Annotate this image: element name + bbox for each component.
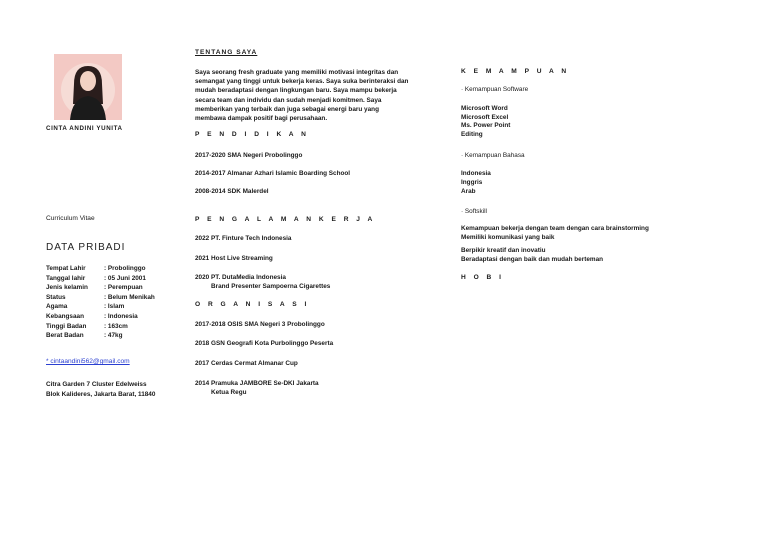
info-label: Tinggi Badan [46, 322, 87, 330]
info-label: Jenis kelamin [46, 284, 88, 292]
organization-item: 2017 Cerdas Cermat Almanar Cup [195, 360, 298, 367]
info-value: : 05 Juni 2001 [104, 274, 146, 282]
address [46, 380, 155, 399]
email-link[interactable]: * cintaandini562@gmail.com [46, 358, 130, 365]
experience-item: 2021 Host Live Streaming [195, 255, 273, 262]
softskill-item: Beradaptasi dengan baik dan mudah berteman [461, 255, 604, 263]
info-label: Tanggal lahir [46, 274, 86, 282]
organization-item: 2018 GSN Geografi Kota Purbolinggo Peserta [195, 340, 334, 347]
education-title: P E N D I D I K A N [195, 131, 309, 138]
address-line: Blok Kalideres, Jakarta Barat, 11840 [46, 390, 156, 398]
info-row [46, 265, 186, 275]
info-row [46, 313, 186, 323]
address-line: Citra Garden 7 Cluster Edelweiss [46, 381, 147, 388]
education-item: 2008-2014 SDK Malerdel [195, 188, 269, 195]
experience-sub: Brand Presenter Sampoerna Cigarettes [211, 283, 331, 290]
info-value: : Probolinggo [104, 265, 146, 272]
softskill-item: Berpikir kreatif dan inovatiu [461, 247, 546, 254]
info-value: : Belum Menikah [104, 293, 155, 301]
softskill-item: Kemampuan bekerja dengan team dengan cara brainstorming [461, 225, 649, 232]
info-row [46, 303, 186, 313]
software-item: Microsoft Excel [461, 113, 509, 121]
organization-title: O R G A N I S A S I [195, 301, 310, 308]
info-label: Agama [46, 303, 68, 311]
profile-name: CINTA ANDINI YUNITA [46, 125, 123, 132]
software-item: Ms. Power Point [461, 122, 511, 130]
info-value: : 47kg [104, 332, 123, 340]
info-row [46, 323, 186, 333]
softskill-item: Memiliki komunikasi yang baik [461, 233, 555, 241]
softskill-title: · Softskill [461, 208, 487, 215]
info-label: Berat Badan [46, 332, 84, 340]
info-label: Tempat Lahir [46, 265, 86, 272]
language-skills-title: · Kemampuan Bahasa [461, 152, 525, 159]
skills-title: K E M A M P U A N [461, 68, 570, 75]
personal-data-table [46, 265, 186, 342]
experience-item: 2022 PT. Finture Tech Indonesia [195, 235, 292, 242]
softskill-list-b [461, 247, 603, 264]
info-row [46, 332, 186, 342]
organization-sub: Ketua Regu [211, 389, 247, 396]
left-column [46, 54, 184, 398]
organization-item: 2014 Pramuka JAMBORE Se-DKI Jakarta [195, 380, 319, 387]
softskill-list-a [461, 225, 649, 242]
info-label: Status [46, 293, 66, 301]
software-list [461, 105, 510, 139]
info-label: Kebangsaan [46, 312, 85, 320]
about-line: Saya seorang fresh graduate yang memiliki motivasi integritas dan [195, 69, 399, 76]
experience-title: P E N G A L A M A N K E R J A [195, 216, 376, 223]
personal-data-title: DATA PRIBADI [46, 242, 126, 253]
cv-subtitle: Curriculum Vitae [46, 215, 95, 222]
software-skills-title: · Kemampuan Software [461, 86, 529, 93]
about-line: membawa dampak positif bagi perusahaan. [195, 115, 328, 123]
about-text [195, 68, 408, 123]
language-item: Arab [461, 187, 476, 195]
info-row [46, 294, 186, 304]
profile-photo [54, 54, 122, 120]
info-value: : Indonesia [104, 312, 138, 320]
software-item: Microsoft Word [461, 105, 508, 112]
info-row [46, 275, 186, 285]
about-line: semangat yang tinggi untuk bekerja keras. Saya suka berinteraksi dan [195, 78, 409, 86]
info-row [46, 284, 186, 294]
organization-item: 2017-2018 OSIS SMA Negeri 3 Probolinggo [195, 321, 325, 328]
about-title: TENTANG SAYA [195, 49, 258, 56]
education-item: 2014-2017 Almanar Azhari Islamic Boarding School [195, 170, 351, 177]
software-item: Editing [461, 130, 483, 138]
experience-item: 2020 PT. DutaMedia Indonesia [195, 274, 286, 281]
language-item: Indonesia [461, 170, 491, 177]
info-value: : Perempuan [104, 284, 143, 292]
education-item: 2017-2020 SMA Negeri Probolinggo [195, 152, 303, 159]
about-line: mudah beradaptasi dengan lingkungan baru. Saya mampu bekerja [195, 87, 397, 95]
info-value: : Islam [104, 303, 125, 311]
hobby-title: H O B I [461, 274, 504, 281]
language-list [461, 170, 491, 196]
about-line: memberikan yang terbaik dan juga sebagai energi baru yang [195, 105, 379, 113]
language-item: Inggris [461, 178, 483, 186]
about-line: secara team dan individu dan sudah menjadi komitmen. Saya [195, 96, 382, 104]
info-value: : 163cm [104, 322, 128, 330]
